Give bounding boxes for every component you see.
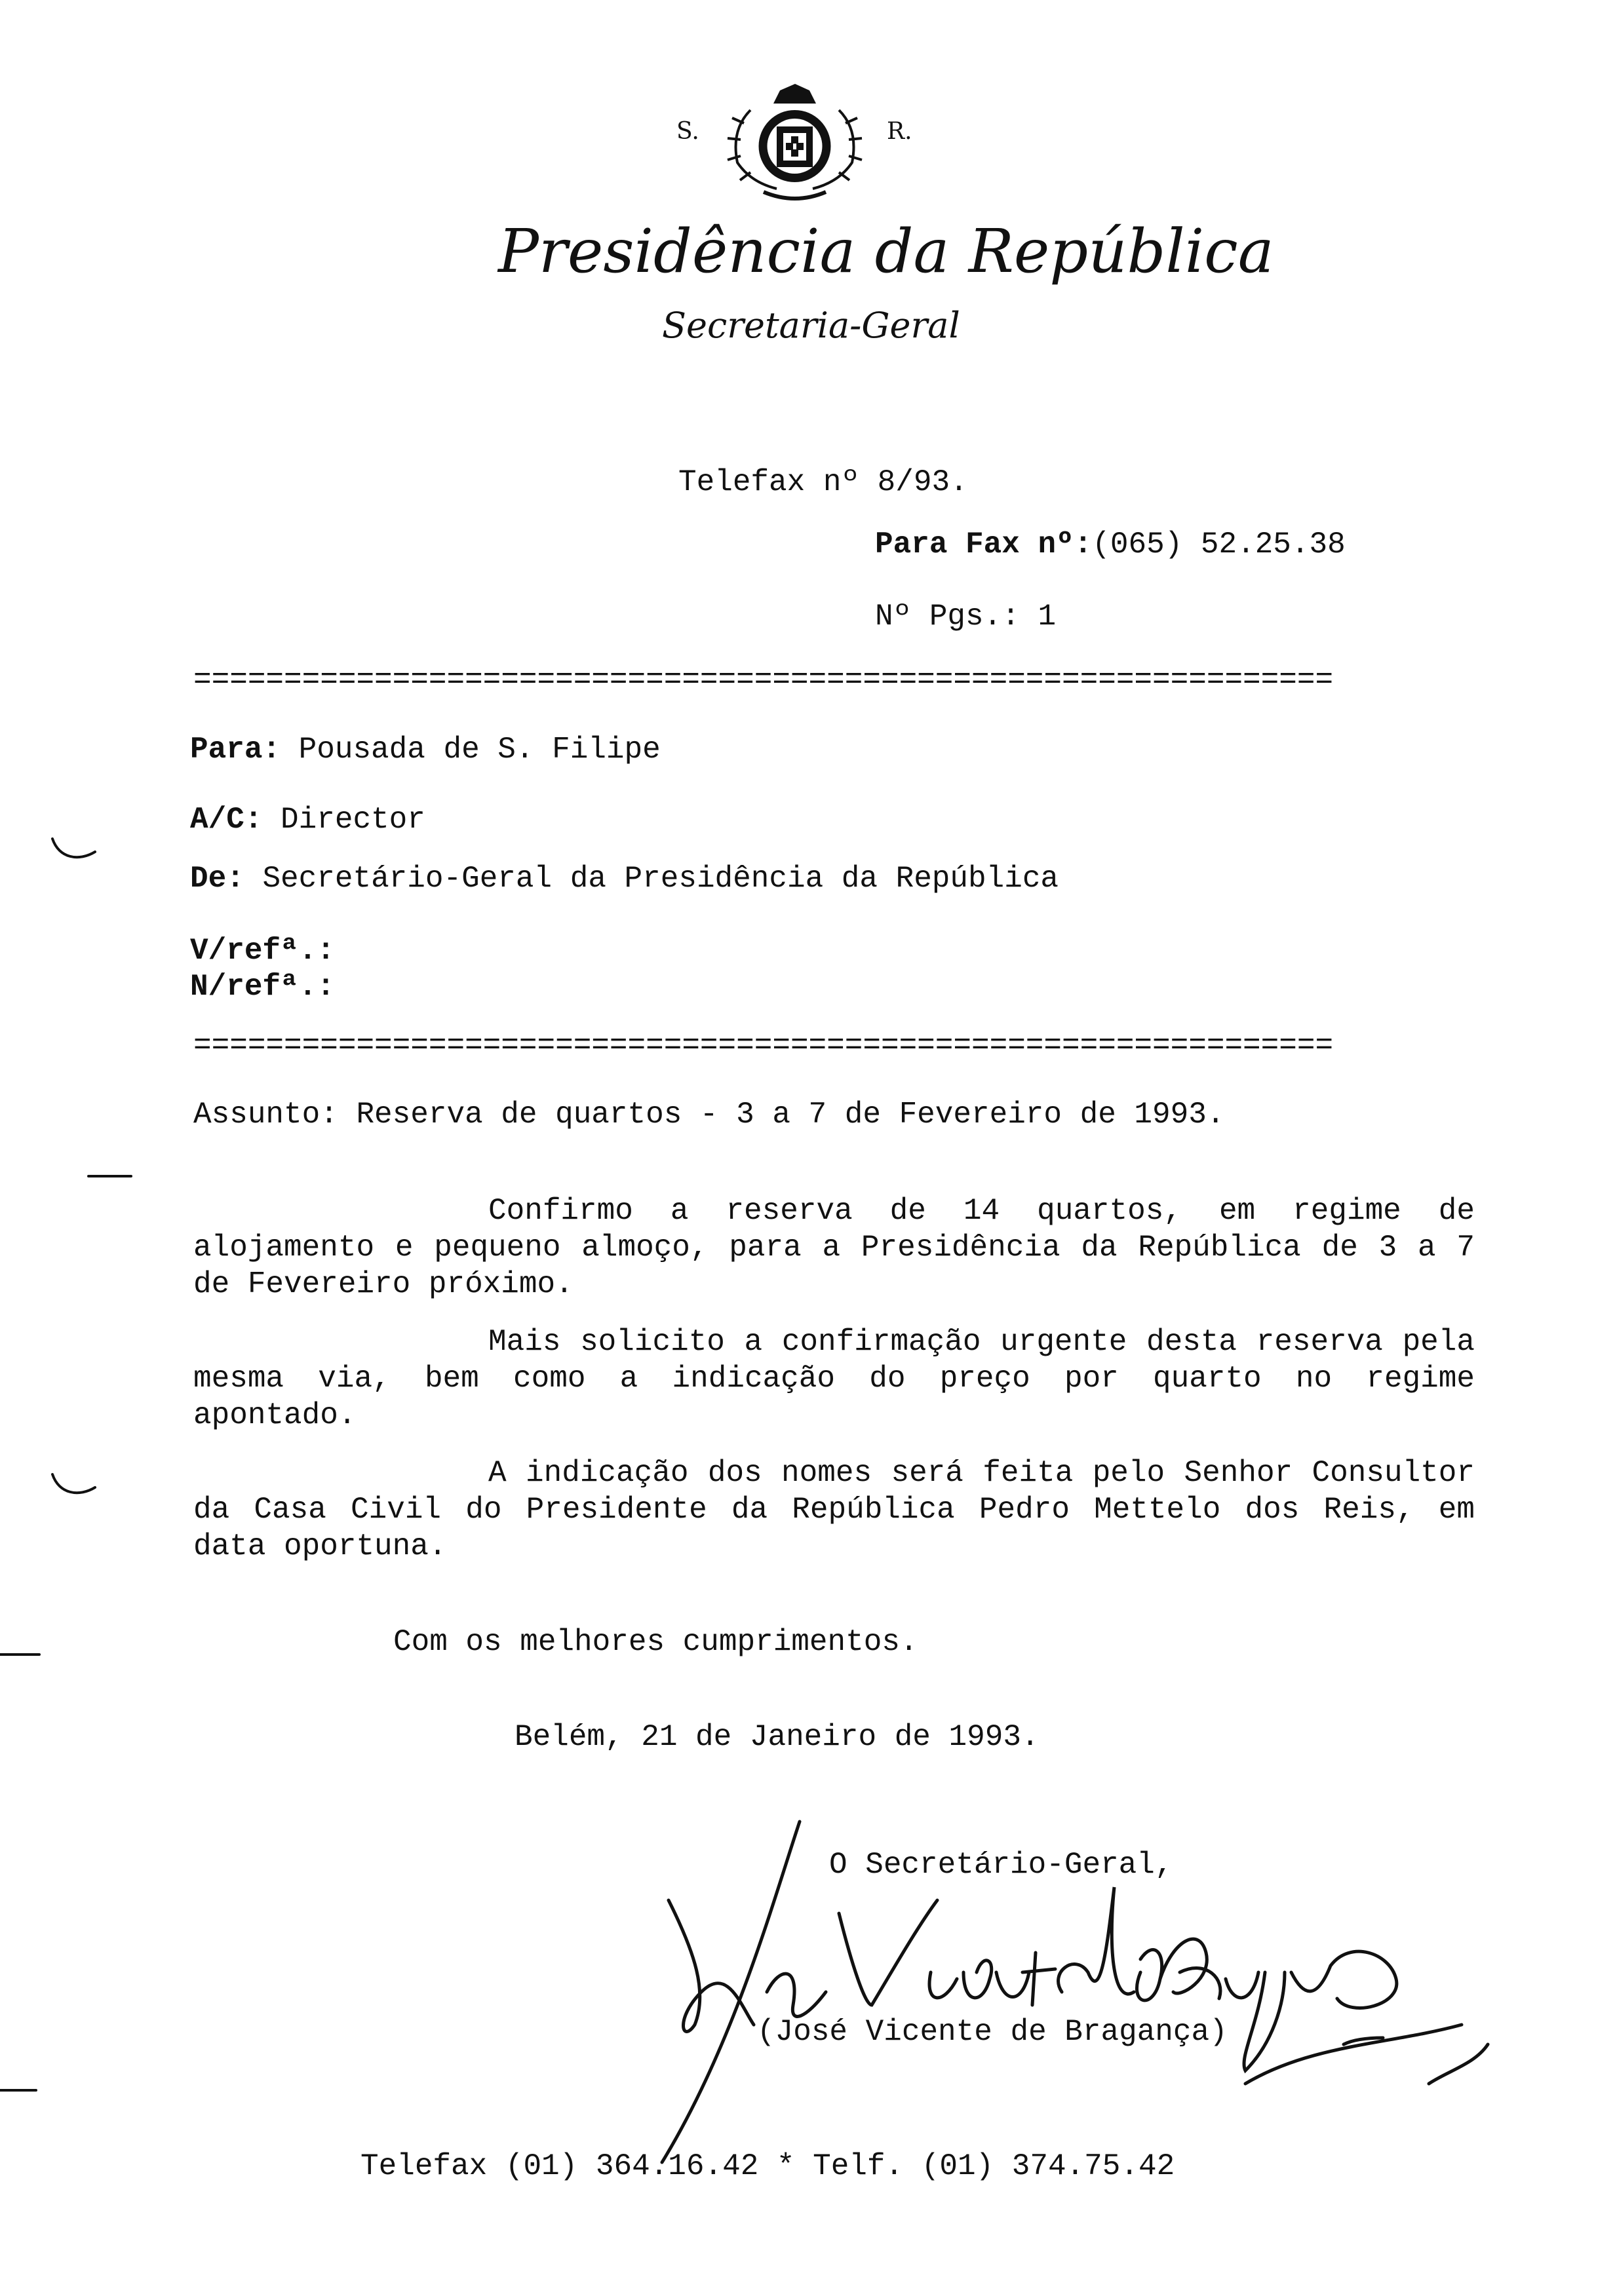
sender-line — [190, 862, 1059, 896]
fax-number: (065) 52.25.38 — [1092, 527, 1346, 562]
body-paragraph-1-text: Confirmo a reserva de 14 quartos, em regime de alojamento e pequeno almoço, para a Presidência da República de 3 a 7 de Fevereiro próximo. — [193, 1194, 1475, 1301]
scan-margin-marks — [0, 819, 144, 2261]
coat-of-arms-emblem — [711, 84, 878, 202]
fax-label: Para Fax nº: — [875, 527, 1093, 562]
separator-top: =============================================================== — [193, 663, 1334, 697]
page-count: Nº Pgs.: 1 — [875, 600, 1057, 634]
letterhead-subtitle: Secretaria-Geral — [662, 305, 960, 346]
fax-destination — [875, 527, 1346, 562]
letterhead-title: Presidência da República — [498, 216, 1274, 286]
your-reference: V/refª.: — [190, 934, 335, 968]
recipient-line — [190, 733, 661, 767]
body-paragraph-2 — [193, 1324, 1475, 1434]
body-paragraph-2-text: Mais solicito a confirmação urgente desta reserva pela mesma via, bem como a indicação do preço por quarto no regime apontado. — [193, 1325, 1475, 1432]
recipient-value: Pousada de S. Filipe — [298, 733, 661, 767]
our-reference: N/refª.: — [190, 970, 335, 1004]
attention-value: Director — [281, 803, 425, 837]
body-paragraph-3-text: A indicação dos nomes será feita pelo Senhor Consultor da Casa Civil do Presidente da República Pedro Mettelo dos Reis, em data oportuna. — [193, 1456, 1475, 1563]
sender-value: Secretário-Geral da Presidência da República — [262, 862, 1059, 896]
separator-bottom: =============================================================== — [193, 1029, 1334, 1063]
body-paragraph-1 — [193, 1193, 1475, 1303]
signatory-name: (José Vicente de Bragança) — [757, 2015, 1228, 2049]
letterhead-left-initial: S. — [676, 118, 699, 145]
sender-label: De: — [190, 862, 244, 896]
footer-contacts: Telefax (01) 364.16.42 * Telf. (01) 374.75.42 — [360, 2149, 1175, 2183]
body-paragraph-3 — [193, 1455, 1475, 1565]
handwritten-signature — [655, 1808, 1508, 2175]
place-and-date: Belém, 21 de Janeiro de 1993. — [515, 1720, 1040, 1754]
telefax-number: Telefax nº 8/93. — [678, 465, 968, 499]
letterhead-right-initial: R. — [887, 118, 912, 145]
attention-label: A/C: — [190, 803, 263, 837]
closing-greeting: Com os melhores cumprimentos. — [393, 1625, 918, 1659]
signatory-title: O Secretário-Geral, — [829, 1848, 1173, 1882]
recipient-label: Para: — [190, 733, 281, 767]
attention-line — [190, 803, 425, 837]
subject-line: Assunto: Reserva de quartos - 3 a 7 de Fevereiro de 1993. — [193, 1098, 1225, 1132]
